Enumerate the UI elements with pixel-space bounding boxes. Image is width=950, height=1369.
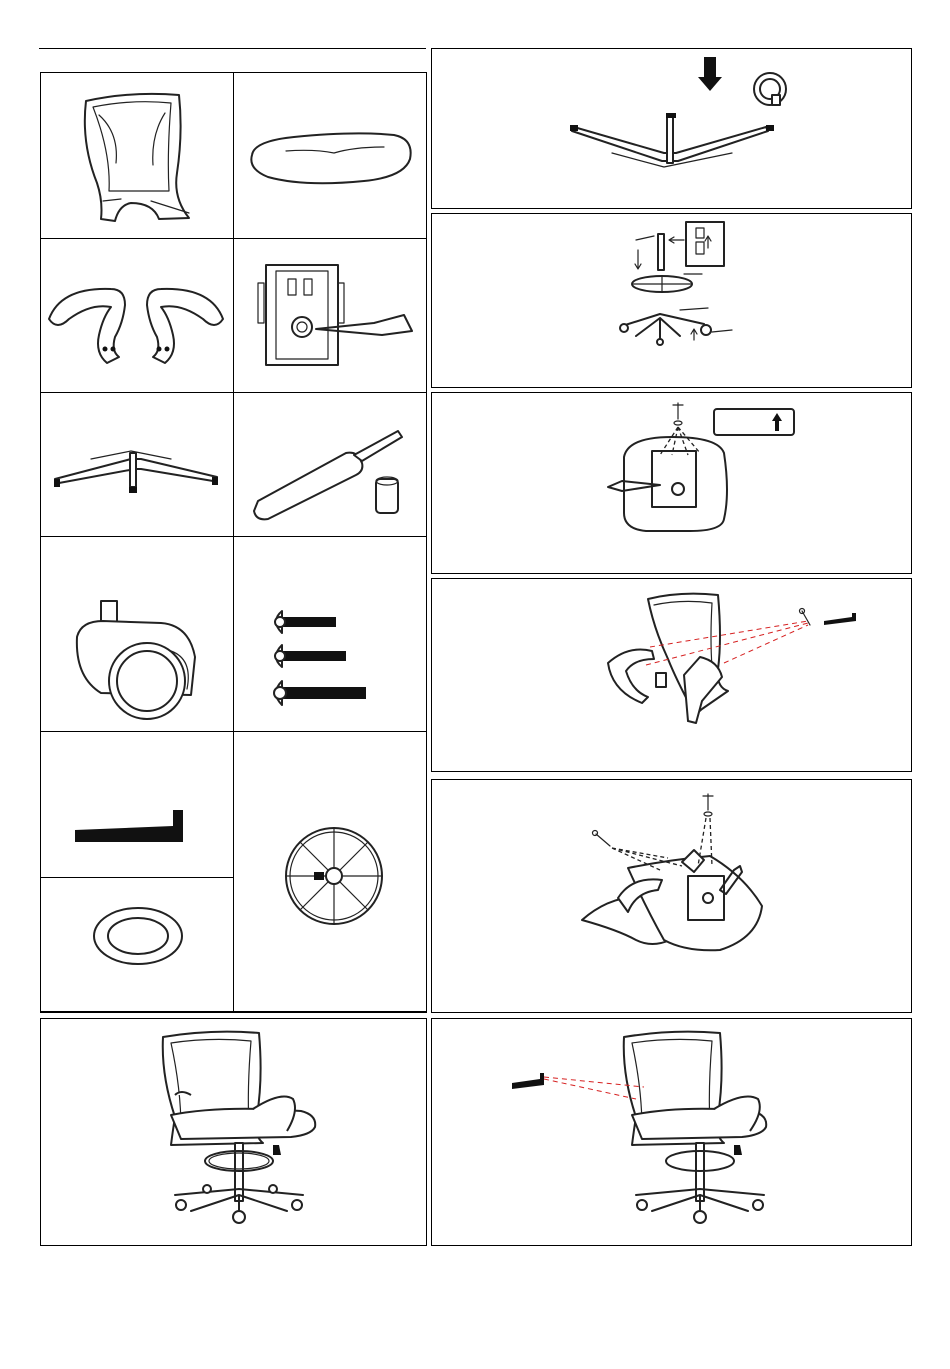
gas-lift-illustration xyxy=(234,393,426,536)
caster-illustration xyxy=(41,537,233,731)
part-mechanism xyxy=(234,239,426,392)
base-illustration xyxy=(41,393,233,536)
finished-chair-top-rule xyxy=(40,1012,427,1013)
step-3-illustration xyxy=(432,393,911,573)
mechanism-illustration xyxy=(234,239,426,392)
step-6-illustration xyxy=(432,1019,911,1245)
step-5-illustration xyxy=(432,780,911,1012)
part-gas-lift xyxy=(234,393,426,536)
part-seat xyxy=(234,73,426,238)
washer-illustration xyxy=(41,878,233,1012)
step-4-illustration xyxy=(432,579,911,771)
part-base xyxy=(41,393,233,536)
part-backrest xyxy=(41,73,233,238)
finished-chair xyxy=(41,1019,426,1245)
foot-ring-illustration xyxy=(234,732,426,1012)
down-arrow-icon xyxy=(698,57,722,91)
hex-key-illustration xyxy=(41,732,233,877)
backrest-illustration xyxy=(41,73,233,238)
part-hex-key xyxy=(41,732,233,877)
bolts-illustration xyxy=(234,537,426,731)
step-1-illustration xyxy=(432,49,911,208)
step-2-illustration xyxy=(432,214,911,387)
seat-illustration xyxy=(234,73,426,238)
armrests-illustration xyxy=(41,239,233,392)
part-caster xyxy=(41,537,233,731)
part-foot-ring xyxy=(234,732,426,1012)
part-bolts xyxy=(234,537,426,731)
part-armrests xyxy=(41,239,233,392)
header-rule xyxy=(39,48,426,49)
part-washer xyxy=(41,878,233,1012)
caster-icon xyxy=(754,73,786,105)
finished-chair-illustration xyxy=(41,1019,426,1245)
